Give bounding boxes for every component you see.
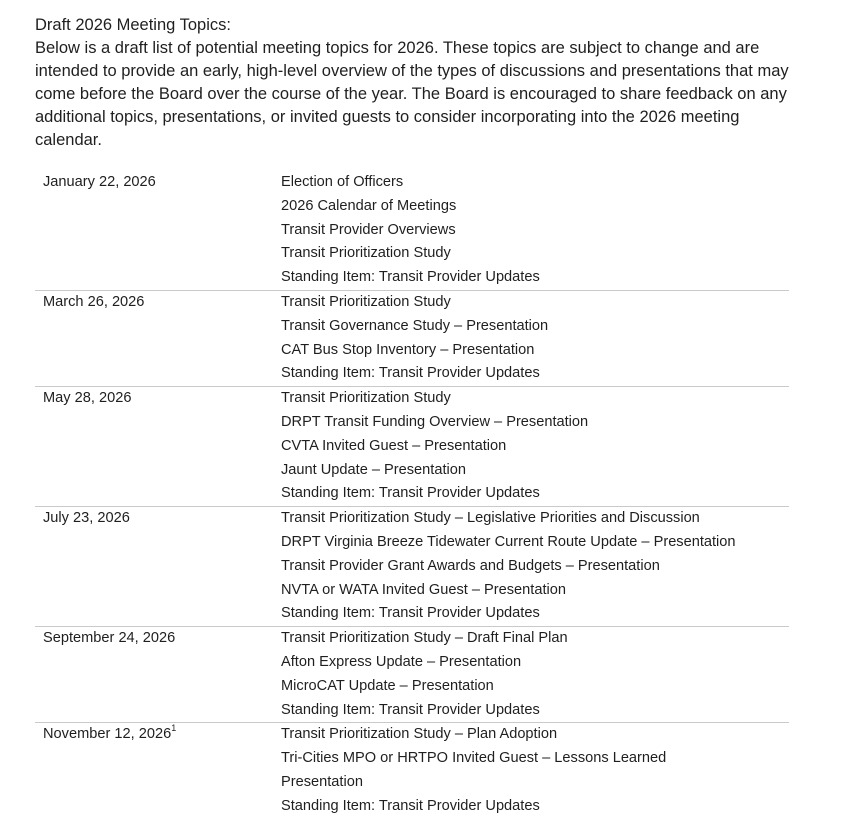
meeting-row xyxy=(35,290,789,386)
meeting-topic: DRPT Virginia Breeze Tidewater Current Route Update – Presentation xyxy=(281,533,736,550)
meeting-topic: Standing Item: Transit Provider Updates xyxy=(281,485,540,502)
meeting-topic: Standing Item: Transit Provider Updates xyxy=(281,365,540,382)
meeting-topic: Standing Item: Transit Provider Updates xyxy=(281,269,540,286)
meeting-row xyxy=(35,387,789,507)
meeting-date-label: July 23, 2026 xyxy=(43,510,130,527)
meeting-date-cell xyxy=(35,507,281,627)
meeting-topic: Tri-Cities MPO or HRTPO Invited Guest – Lessons Learned xyxy=(281,750,667,767)
meeting-topic: DRPT Transit Funding Overview – Presentation xyxy=(281,413,589,430)
meeting-topic: CVTA Invited Guest – Presentation xyxy=(281,437,507,454)
meeting-date xyxy=(43,627,281,651)
meeting-topic: Transit Prioritization Study xyxy=(281,245,451,262)
meeting-topic: NVTA or WATA Invited Guest – Presentation xyxy=(281,581,566,598)
meeting-topic: Afton Express Update – Presentation xyxy=(281,653,522,670)
meeting-date xyxy=(43,291,281,315)
meeting-topics-cell xyxy=(281,627,789,723)
meeting-topics-cell xyxy=(281,171,789,290)
page-title: Draft 2026 Meeting Topics: xyxy=(35,16,231,34)
intro-paragraph: Below is a draft list of potential meeting topics for 2026. These topics are subject to change and are intended to provide an early, high-level overview of the types of discussions and presentations that may come before the Board over the course of the year. The Board is encouraged to share feedback on any additional topics, presentations, or invited guests to consider incorporating into the 2026 meeting calendar. xyxy=(35,39,789,149)
meeting-date-cell xyxy=(35,290,281,386)
meeting-date-label: November 12, 2026 xyxy=(43,726,172,743)
meeting-date-label: March 26, 2026 xyxy=(43,293,145,310)
meeting-date-cell xyxy=(35,627,281,723)
meeting-topic: Standing Item: Transit Provider Updates xyxy=(281,605,540,622)
meeting-topics-cell xyxy=(281,387,789,507)
meeting-date xyxy=(43,507,281,531)
meeting-topic: Transit Prioritization Study – Legislative Priorities and Discussion xyxy=(281,510,700,527)
meeting-topic: Transit Prioritization Study – Plan Adoption xyxy=(281,726,558,743)
meeting-topic: 2026 Calendar of Meetings xyxy=(281,197,457,214)
meeting-row xyxy=(35,171,789,290)
meeting-topics-cell xyxy=(281,290,789,386)
document-body xyxy=(35,14,795,152)
meeting-topic: Transit Prioritization Study xyxy=(281,293,451,310)
meeting-row xyxy=(35,627,789,723)
meeting-topic: Jaunt Update – Presentation xyxy=(281,461,466,478)
meeting-topic: Election of Officers xyxy=(281,174,404,190)
meeting-date-cell xyxy=(35,723,281,819)
meeting-topic: Transit Provider Overviews xyxy=(281,221,456,238)
footnote-marker: 1 xyxy=(171,723,177,734)
meeting-topic: Presentation xyxy=(281,773,363,790)
meeting-date xyxy=(43,171,281,195)
meeting-date-label: September 24, 2026 xyxy=(43,630,176,647)
meeting-topic: Transit Provider Grant Awards and Budgets – Presentation xyxy=(281,557,660,574)
meeting-topics-cell xyxy=(281,723,789,819)
meeting-topics-cell xyxy=(281,507,789,627)
meeting-topic: CAT Bus Stop Inventory – Presentation xyxy=(281,341,535,358)
meeting-date-label: May 28, 2026 xyxy=(43,390,132,407)
meeting-schedule-body xyxy=(35,171,789,819)
meeting-topic: Transit Governance Study – Presentation xyxy=(281,317,549,334)
meeting-date xyxy=(43,723,281,747)
meeting-schedule-table xyxy=(35,171,789,819)
meeting-topic: Standing Item: Transit Provider Updates xyxy=(281,701,540,718)
meeting-date-label: January 22, 2026 xyxy=(43,174,156,190)
meeting-topic: Transit Prioritization Study xyxy=(281,390,451,407)
meeting-topic: Standing Item: Transit Provider Updates xyxy=(281,797,540,814)
meeting-row xyxy=(35,723,789,819)
meeting-date xyxy=(43,387,281,411)
meeting-date-cell xyxy=(35,387,281,507)
meeting-date-cell xyxy=(35,171,281,290)
meeting-topic: MicroCAT Update – Presentation xyxy=(281,677,494,694)
meeting-row xyxy=(35,507,789,627)
meeting-topic: Transit Prioritization Study – Draft Final Plan xyxy=(281,630,568,647)
